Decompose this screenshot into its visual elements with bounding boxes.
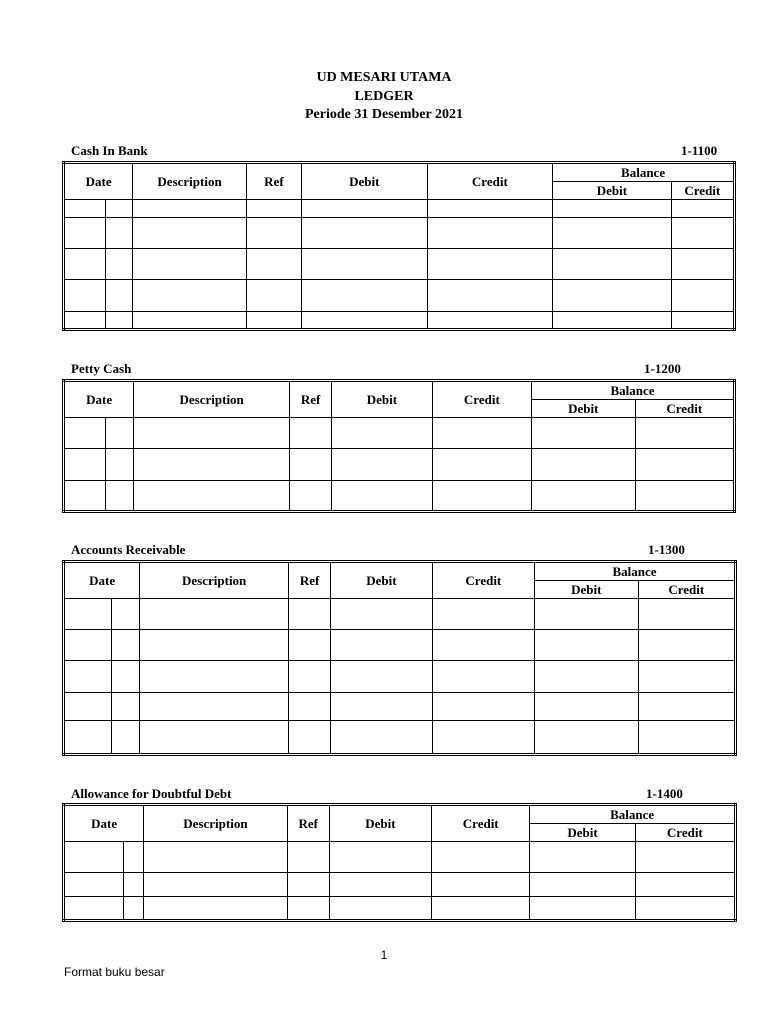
- column-description: Description: [134, 381, 290, 418]
- account-code-petty-cash: 1-1200: [644, 361, 681, 376]
- table-row: [64, 449, 735, 481]
- account-code-accounts-receivable: 1-1300: [648, 542, 685, 557]
- column-ref: Ref: [246, 163, 301, 200]
- account-title-allowance-doubtful-debt: Allowance for Doubtful Debt: [71, 786, 232, 801]
- column-debit: Debit: [332, 381, 432, 418]
- table-row: [64, 312, 735, 330]
- table-row: [64, 481, 735, 512]
- column-description: Description: [144, 805, 287, 842]
- account-title-cash-in-bank: Cash In Bank: [71, 143, 148, 158]
- account-title-petty-cash: Petty Cash: [71, 361, 132, 376]
- column-debit: Debit: [331, 562, 432, 599]
- column-balance: Balance: [532, 381, 735, 400]
- column-date: Date: [64, 805, 144, 842]
- document-title: LEDGER: [354, 89, 414, 104]
- column-credit: Credit: [432, 805, 530, 842]
- column-debit: Debit: [302, 163, 428, 200]
- ledger-table-allowance-doubtful-debt: [62, 803, 737, 922]
- table-row: [64, 200, 735, 218]
- footer-note: Format buku besar: [64, 965, 165, 979]
- table-row: [64, 630, 736, 661]
- table-row: [64, 280, 735, 312]
- column-date: Date: [64, 562, 140, 599]
- column-balance: Balance: [530, 805, 736, 824]
- column-date: Date: [64, 381, 134, 418]
- table-row: [64, 873, 736, 897]
- company-name: UD MESARI UTAMA: [316, 70, 452, 85]
- table-row: [64, 249, 735, 280]
- column-balance: Balance: [553, 163, 735, 182]
- column-date: Date: [64, 163, 133, 200]
- table-row: [64, 599, 736, 630]
- column-balance-debit: Debit: [532, 400, 635, 418]
- table-row: [64, 661, 736, 693]
- column-balance-credit: Credit: [671, 182, 734, 200]
- column-ref: Ref: [288, 562, 330, 599]
- column-description: Description: [133, 163, 247, 200]
- column-credit: Credit: [432, 381, 531, 418]
- column-description: Description: [140, 562, 289, 599]
- column-debit: Debit: [329, 805, 431, 842]
- ledger-table-cash-in-bank: [62, 161, 736, 331]
- column-ref: Ref: [287, 805, 329, 842]
- column-balance-debit: Debit: [535, 581, 638, 599]
- period-label: Periode 31 Desember 2021: [305, 107, 463, 122]
- column-credit: Credit: [427, 163, 553, 200]
- account-code-cash-in-bank: 1-1100: [681, 143, 718, 158]
- table-row: [64, 721, 736, 755]
- table-row: [64, 897, 736, 921]
- table-row: [64, 218, 735, 249]
- table-row: [64, 418, 735, 449]
- table-row: [64, 842, 736, 873]
- ledger-table-accounts-receivable: [62, 560, 737, 756]
- column-balance-debit: Debit: [553, 182, 672, 200]
- column-credit: Credit: [432, 562, 534, 599]
- ledger-table-petty-cash: [62, 379, 736, 513]
- table-row: [64, 693, 736, 721]
- column-balance-debit: Debit: [530, 824, 635, 842]
- page-number: 1: [380, 948, 388, 962]
- column-balance-credit: Credit: [635, 824, 735, 842]
- column-balance-credit: Credit: [638, 581, 735, 599]
- account-title-accounts-receivable: Accounts Receivable: [71, 542, 186, 557]
- column-balance: Balance: [535, 562, 736, 581]
- account-code-allowance-doubtful-debt: 1-1400: [646, 786, 683, 801]
- column-balance-credit: Credit: [635, 400, 734, 418]
- column-ref: Ref: [290, 381, 332, 418]
